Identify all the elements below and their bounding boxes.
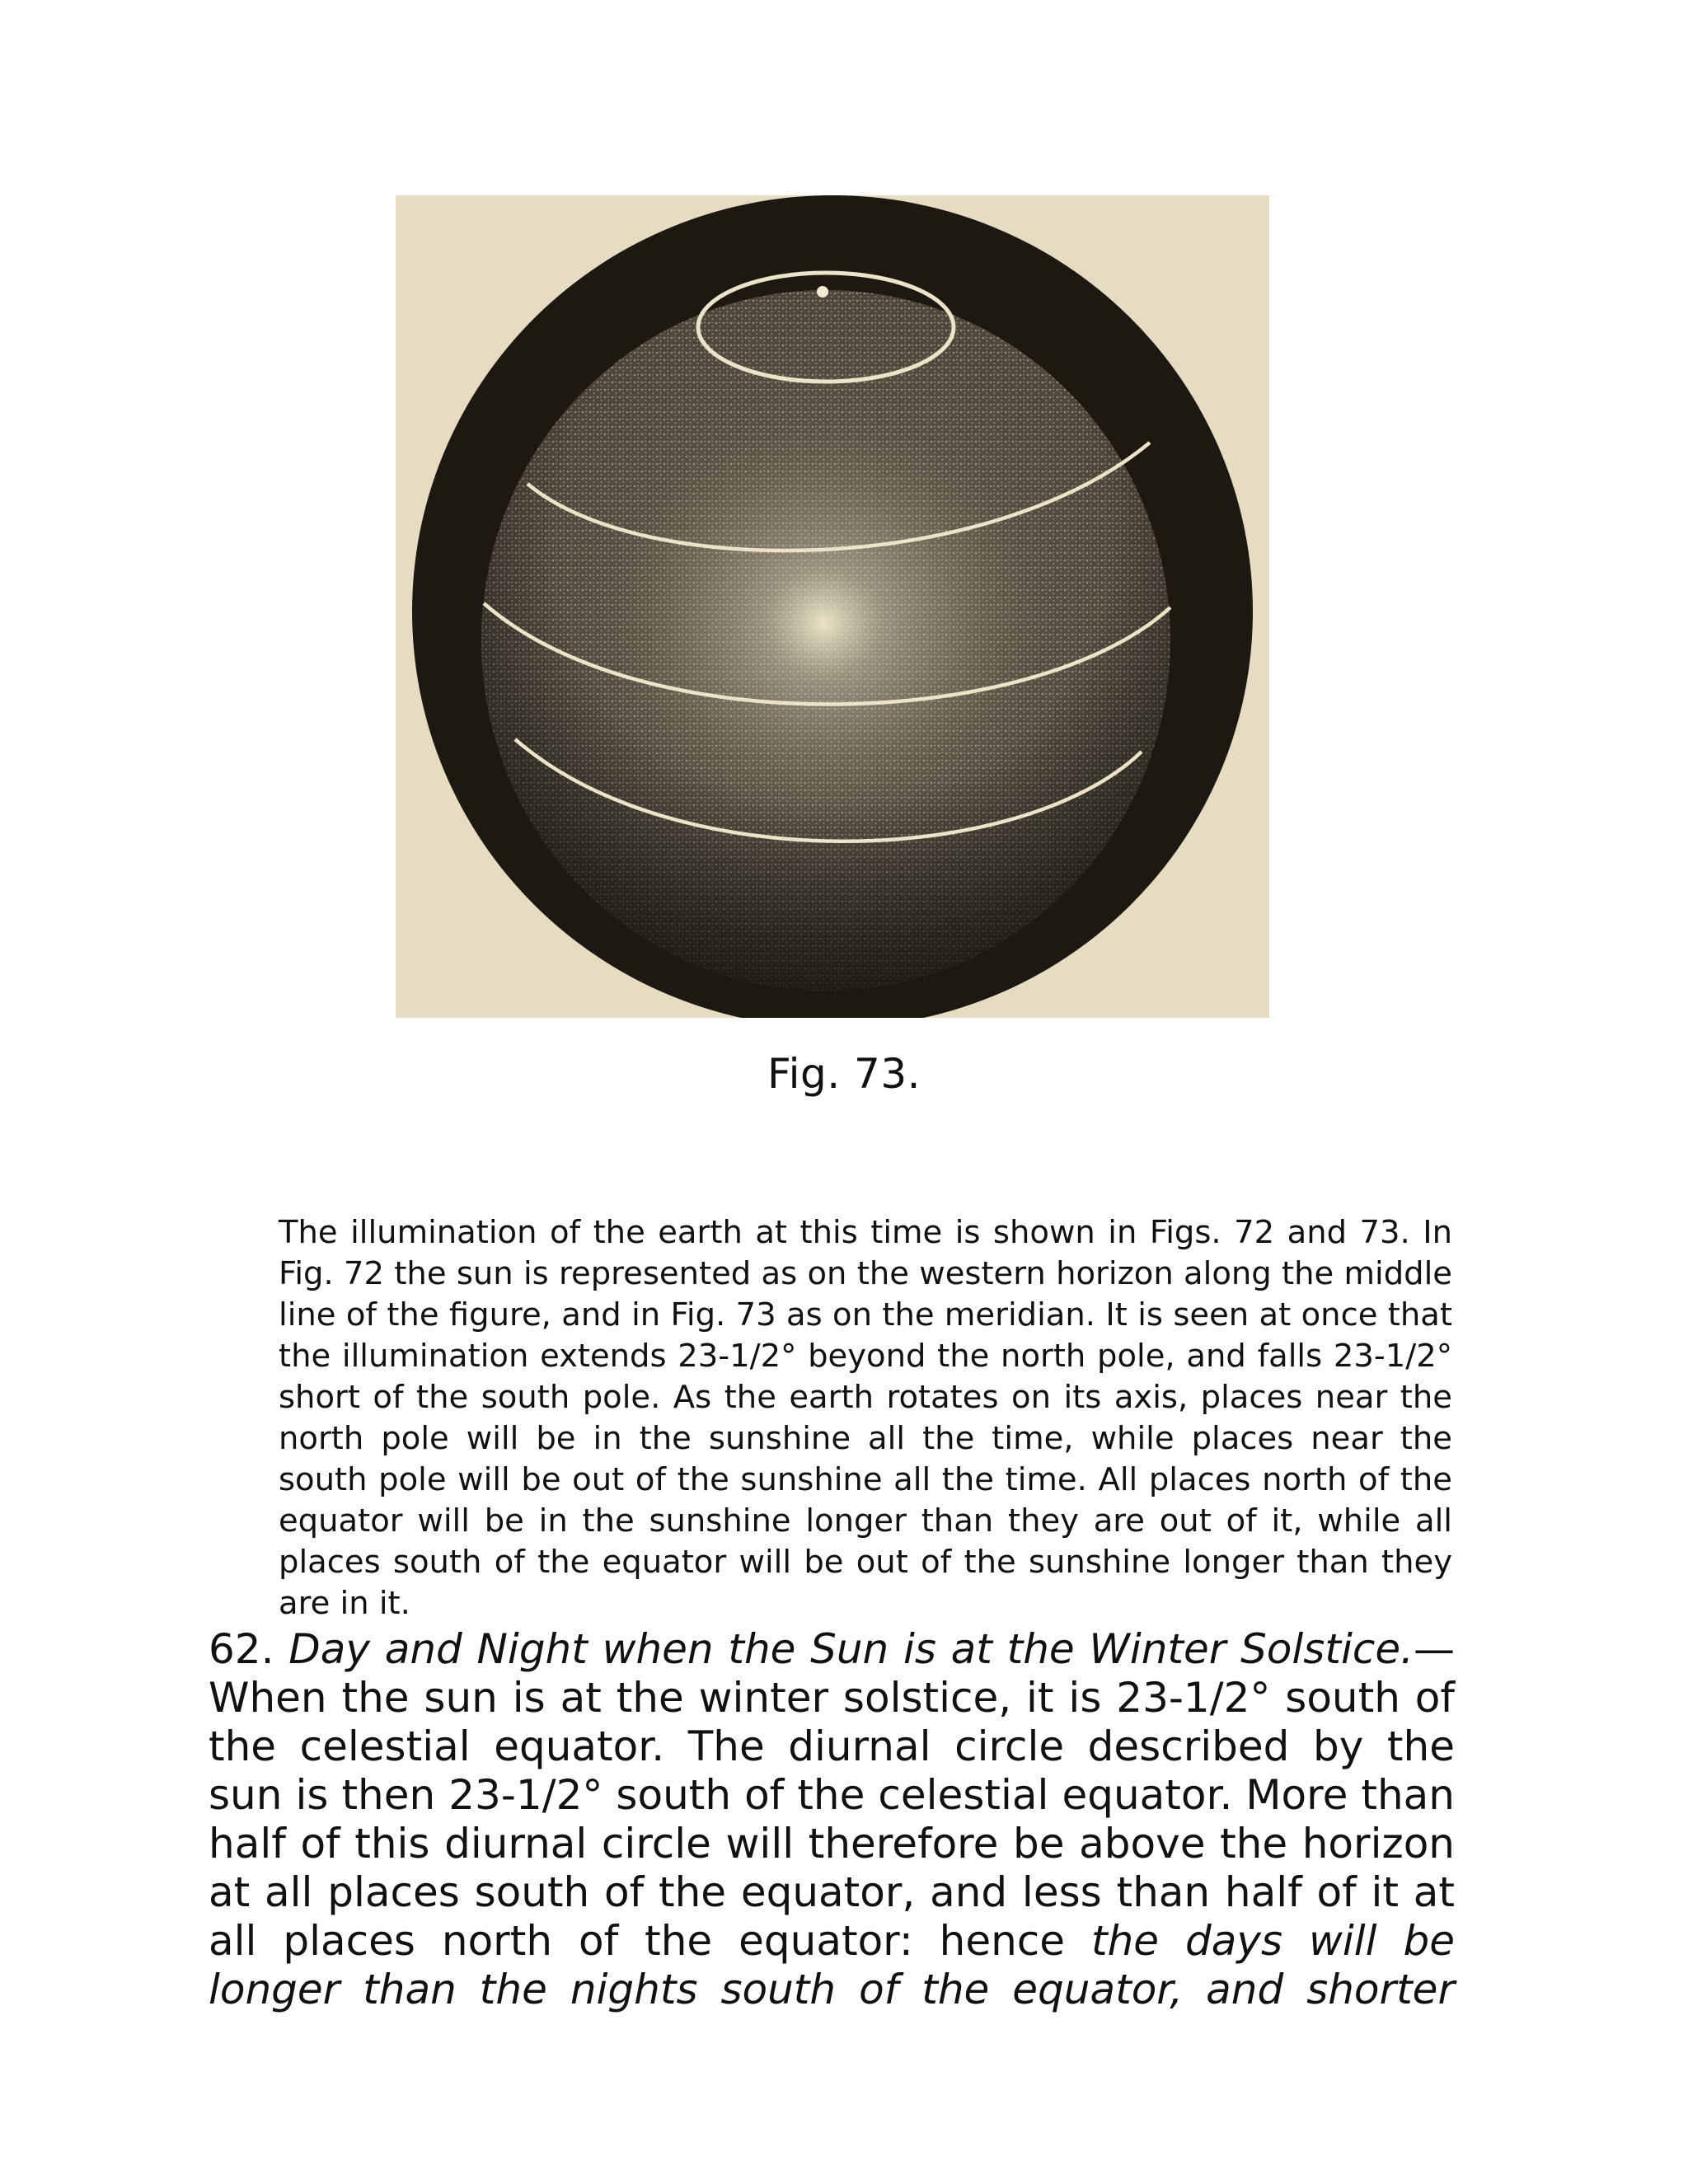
section-62-paragraph [209, 1625, 1455, 2014]
illumination-paragraph: The illumination of the earth at this time is shown in Figs. 72 and 73. In Fig. 72 the sun is represented as on the western horizon along the middle line of the figure, and in Fig. 73 as on the meridian. It is seen at once that the illumination extends 23-1/2° beyond the north pole, and falls 23-1/2° short of the south pole. As the earth rotates on its axis, places near the north pole will be in the sunshine all the time, while places near the south pole will be out of the sunshine all the time. All places north of the equator will be in the sunshine longer than they are out of it, while all places south of the equator will be out of the sunshine longer than they are in it. [279, 1213, 1452, 1622]
illuminated-globe-engraving [396, 195, 1269, 1018]
figure-73-illustration [396, 195, 1269, 1018]
section-heading: Day and Night when the Sun is at the Winter Solstice. [288, 1625, 1414, 1673]
section-body: —When the sun is at the winter solstice, it is 23-1/2° south of the celestial equator. The diurnal circle described by the sun is then 23-1/2° south of the celestial equator. More than half of this diurnal circle will therefore be above the horizon at all places south of the equator, and less than half of it at all places north of the equator: hence [209, 1625, 1455, 1965]
section-number: 62. [209, 1625, 274, 1673]
figure-caption: Fig. 73. [767, 1050, 921, 1098]
north-pole-dot [817, 286, 828, 298]
section-emphasis: the days will be longer than the nights south of the equator, and shorter [209, 1917, 1456, 2013]
